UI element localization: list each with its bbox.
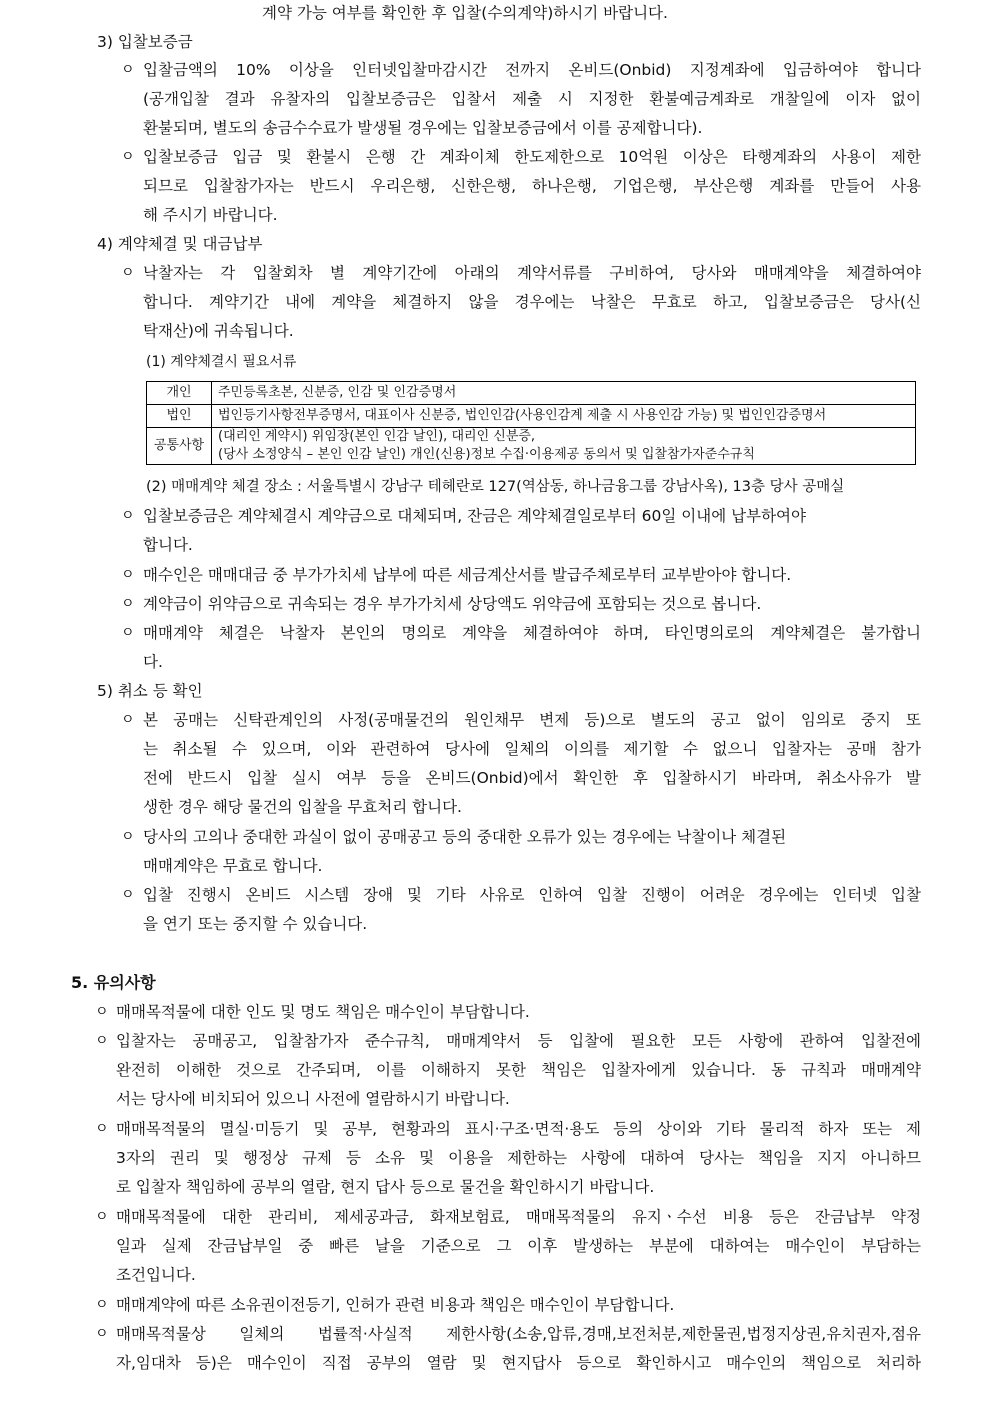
bullet-marker: ㅇ [95, 1033, 109, 1049]
text-line: 조건입니다. [116, 1266, 196, 1284]
table-row [147, 405, 916, 428]
text-line: 매매계약에 따른 소유권이전등기, 인허가 관련 비용과 책임은 매수인이 부담합니다. [116, 1296, 675, 1314]
text-line: 로 입찰자 책임하에 공부의 열람, 현지 답사 등으로 물건을 확인하시기 바랍니다. [116, 1178, 655, 1196]
text-line: 입찰 진행시 온비드 시스템 장애 및 기타 사유로 인하여 입찰 진행이 어려운 경우에는 인터넷 입찰 [143, 886, 921, 904]
bullet-marker: ㅇ [121, 265, 135, 281]
section-heading-notes: 5. 유의사항 [71, 973, 156, 992]
bullet-marker: ㅇ [121, 62, 135, 78]
table-row [147, 428, 916, 465]
text-line: 입찰자는 공매공고, 입찰참가자 준수규칙, 매매계약서 등 입찰에 필요한 모든 사항에 관하여 입찰전에 [116, 1032, 921, 1050]
text-line: 합니다. 계약기간 내에 계약을 체결하지 않을 경우에는 낙찰은 무효로 하고, 입찰보증금은 당사(신 [143, 293, 921, 311]
text-line: 생한 경우 해당 물건의 입찰을 무효처리 합니다. [143, 798, 462, 816]
bullet-marker: ㅇ [95, 1004, 109, 1020]
text-line: 탁재산)에 귀속됩니다. [143, 322, 294, 340]
text-line: 입찰금액의 10% 이상을 인터넷입찰마감시간 전까지 온비드(Onbid) 지정계좌에 입금하여야 합니다 [143, 61, 921, 79]
table-cell: 법인등기사항전부증명서, 대표이사 신분증, 법인인감(사용인감계 제출 시 사용인감 가능) 및 법인인감증명서 [212, 405, 916, 428]
text-line: 되므로 입찰참가자는 반드시 우리은행, 신한은행, 하나은행, 기업은행, 부산은행 계좌를 만들어 사용 [143, 177, 921, 195]
text-line: 입찰보증금은 계약체결시 계약금으로 대체되며, 잔금은 계약체결일로부터 60일 이내에 납부하여야 [143, 507, 806, 525]
bullet-marker: ㅇ [121, 625, 135, 641]
section-heading-contract: 4) 계약체결 및 대금납부 [97, 235, 263, 253]
text-line: 계약금이 위약금으로 귀속되는 경우 부가가치세 상당액도 위약금에 포함되는 것으로 봅니다. [143, 595, 762, 613]
text-line: 해 주시기 바랍니다. [143, 206, 278, 224]
required-documents-table [146, 381, 916, 465]
text-line: 입찰보증금 입금 및 환불시 은행 간 계좌이체 한도제한으로 10억원 이상은 타행계좌의 사용이 제한 [143, 148, 921, 166]
table-header-cell: 법인 [147, 405, 212, 428]
text-line: 전에 반드시 입찰 실시 여부 등을 온비드(Onbid)에서 확인한 후 입찰하시기 바라며, 취소사유가 발 [143, 769, 921, 787]
contract-location-line: (2) 매매계약 체결 장소 : 서울특별시 강남구 테헤란로 127(역삼동, 하나금융그룹 강남사옥), 13층 당사 공매실 [146, 479, 845, 495]
bullet-marker: ㅇ [95, 1121, 109, 1137]
text-line: 매매계약은 무효로 합니다. [143, 857, 323, 875]
text-line: 는 취소될 수 있으며, 이와 관련하여 당사에 일체의 이의를 제기할 수 없으니 입찰자는 공매 참가 [143, 740, 921, 758]
bullet-marker: ㅇ [95, 1297, 109, 1313]
text-line: 3자의 권리 및 행정상 규제 등 소유 및 이용을 제한하는 사항에 대하여 당사는 책임을 지지 아니하므 [116, 1149, 921, 1167]
bullet-marker: ㅇ [121, 829, 135, 845]
text-line: 합니다. [143, 536, 193, 554]
text-line: 환불되며, 별도의 송금수수료가 발생될 경우에는 입찰보증금에서 이를 공제합니다). [143, 119, 703, 137]
text-line: 낙찰자는 각 입찰회차 별 계약기간에 아래의 계약서류를 구비하여, 당사와 매매계약을 체결하여야 [143, 264, 921, 282]
bullet-marker: ㅇ [121, 712, 135, 728]
bullet-marker: ㅇ [95, 1209, 109, 1225]
table-header-cell: 공통사항 [147, 428, 212, 465]
text-line: 매매목적물의 멸실·미등기 및 공부, 현황과의 표시·구조·면적·용도 등의 상이와 기타 물리적 하자 또는 제 [116, 1120, 921, 1138]
section-heading-bid-deposit: 3) 입찰보증금 [97, 33, 193, 51]
bullet-marker: ㅇ [121, 887, 135, 903]
text-line: 다. [143, 653, 163, 671]
text-line: 일과 실제 잔금납부일 중 빠른 날을 기준으로 그 이후 발생하는 부분에 대하여는 매수인이 부담하는 [116, 1237, 921, 1255]
table-row [147, 382, 916, 405]
table-cell-line: (대리인 계약시) 위임장(본인 인감 날인), 대리인 신분증, [218, 429, 536, 444]
bullet-marker: ㅇ [121, 596, 135, 612]
text-line: 본 공매는 신탁관계인의 사정(공매물건의 원인채무 변제 등)으로 별도의 공고 없이 임의로 중지 또 [143, 711, 921, 729]
text-line: 매수인은 매매대금 중 부가가치세 납부에 따른 세금계산서를 발급주체로부터 교부받아야 합니다. [143, 566, 792, 584]
text-line: 매매목적물에 대한 관리비, 제세공과금, 화재보험료, 매매목적물의 유지ㆍ수선 비용 등은 잔금납부 약정 [116, 1208, 921, 1226]
text-line: 완전히 이해한 것으로 간주되며, 이를 이해하지 못한 책임은 입찰자에게 있습니다. 동 규칙과 매매계약 [116, 1061, 921, 1079]
text-line: 서는 당사에 비치되어 있으니 사전에 열람하시기 바랍니다. [116, 1090, 510, 1108]
table-header-cell: 개인 [147, 382, 212, 405]
bullet-marker: ㅇ [121, 508, 135, 524]
table-cell [212, 428, 916, 465]
continuation-line: 계약 가능 여부를 확인한 후 입찰(수의계약)하시기 바랍니다. [262, 4, 668, 22]
text-line: 매매목적물상 일체의 법률적·사실적 제한사항(소송,압류,경매,보전처분,제한물권,법정지상권,유치권자,점유 [116, 1325, 921, 1343]
text-line: 자,임대차 등)은 매수인이 직접 공부의 열람 및 현지답사 등으로 확인하시고 매수인의 책임으로 처리하 [116, 1354, 921, 1372]
bullet-marker: ㅇ [95, 1326, 109, 1342]
section-heading-cancellation: 5) 취소 등 확인 [97, 682, 203, 700]
text-line: 매매계약 체결은 낙찰자 본인의 명의로 계약을 체결하여야 하며, 타인명의로의 계약체결은 불가합니 [143, 624, 921, 642]
table-cell: 주민등록초본, 신분증, 인감 및 인감증명서 [212, 382, 916, 405]
subheading-required-docs: (1) 계약체결시 필요서류 [146, 354, 297, 370]
text-line: 을 연기 또는 중지할 수 있습니다. [143, 915, 368, 933]
text-line: 당사의 고의나 중대한 과실이 없이 공매공고 등의 중대한 오류가 있는 경우에는 낙찰이나 체결된 [143, 828, 787, 846]
text-line: 매매목적물에 대한 인도 및 명도 책임은 매수인이 부담합니다. [116, 1003, 530, 1021]
bullet-marker: ㅇ [121, 149, 135, 165]
text-line: (공개입찰 결과 유찰자의 입찰보증금은 입찰서 제출 시 지정한 환불예금계좌로 개찰일에 이자 없이 [143, 90, 921, 108]
bullet-marker: ㅇ [121, 567, 135, 583]
table-cell-line: (당사 소정양식 – 본인 인감 날인) 개인(신용)정보 수집·이용제공 동의서 및 입찰참가자준수규칙 [218, 447, 755, 462]
